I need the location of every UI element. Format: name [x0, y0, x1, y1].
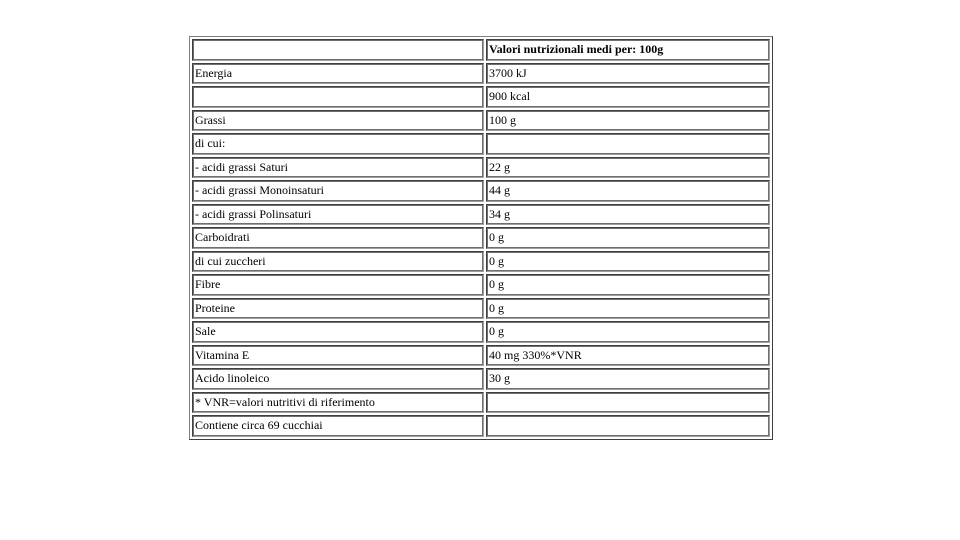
- nutrition-table: [189, 36, 773, 440]
- nutrient-label-cell: Fibre: [192, 274, 484, 296]
- nutrient-value-cell: 3700 kJ: [486, 63, 770, 85]
- table-row: [192, 227, 770, 249]
- nutrient-label-cell: di cui:: [192, 133, 484, 155]
- nutrient-label-cell: - acidi grassi Saturi: [192, 157, 484, 179]
- table-row: [192, 415, 770, 437]
- table-row: [192, 321, 770, 343]
- nutrient-label-cell: Grassi: [192, 110, 484, 132]
- nutrient-value-cell: 22 g: [486, 157, 770, 179]
- nutrient-value-cell: 900 kcal: [486, 86, 770, 108]
- table-row: [192, 86, 770, 108]
- table-row: [192, 298, 770, 320]
- nutrient-value-cell: 0 g: [486, 227, 770, 249]
- table-row: [192, 368, 770, 390]
- nutrient-label-cell: * VNR=valori nutritivi di riferimento: [192, 392, 484, 414]
- nutrient-value-cell: 40 mg 330%*VNR: [486, 345, 770, 367]
- table-row: [192, 157, 770, 179]
- table-row: [192, 274, 770, 296]
- nutrient-value-cell: [486, 133, 770, 155]
- nutrient-label-cell: Carboidrati: [192, 227, 484, 249]
- nutrient-value-cell: 0 g: [486, 274, 770, 296]
- nutrient-value-cell: [486, 392, 770, 414]
- table-row: [192, 345, 770, 367]
- nutrient-label-cell: - acidi grassi Polinsaturi: [192, 204, 484, 226]
- nutrient-value-cell: 100 g: [486, 110, 770, 132]
- nutrient-label-cell: - acidi grassi Monoinsaturi: [192, 180, 484, 202]
- nutrient-label-cell: Proteine: [192, 298, 484, 320]
- nutrient-label-cell: [192, 86, 484, 108]
- nutrient-label-cell: Vitamina E: [192, 345, 484, 367]
- nutrient-value-cell: 0 g: [486, 321, 770, 343]
- nutrient-label-cell: Sale: [192, 321, 484, 343]
- nutrient-label-cell: di cui zuccheri: [192, 251, 484, 273]
- table-row: [192, 110, 770, 132]
- table-row: [192, 204, 770, 226]
- table-header-row: [192, 39, 770, 61]
- table-row: [192, 133, 770, 155]
- nutrient-value-cell: 34 g: [486, 204, 770, 226]
- header-value-cell: Valori nutrizionali medi per: 100g: [486, 39, 770, 61]
- nutrient-label-cell: Energia: [192, 63, 484, 85]
- table-row: [192, 63, 770, 85]
- nutrient-value-cell: 0 g: [486, 298, 770, 320]
- header-label-cell: [192, 39, 484, 61]
- nutrition-table-body: [192, 39, 770, 437]
- nutrient-value-cell: 44 g: [486, 180, 770, 202]
- table-row: [192, 392, 770, 414]
- nutrient-value-cell: 0 g: [486, 251, 770, 273]
- nutrient-label-cell: Acido linoleico: [192, 368, 484, 390]
- table-row: [192, 180, 770, 202]
- table-row: [192, 251, 770, 273]
- nutrient-value-cell: [486, 415, 770, 437]
- nutrient-label-cell: Contiene circa 69 cucchiai: [192, 415, 484, 437]
- nutrient-value-cell: 30 g: [486, 368, 770, 390]
